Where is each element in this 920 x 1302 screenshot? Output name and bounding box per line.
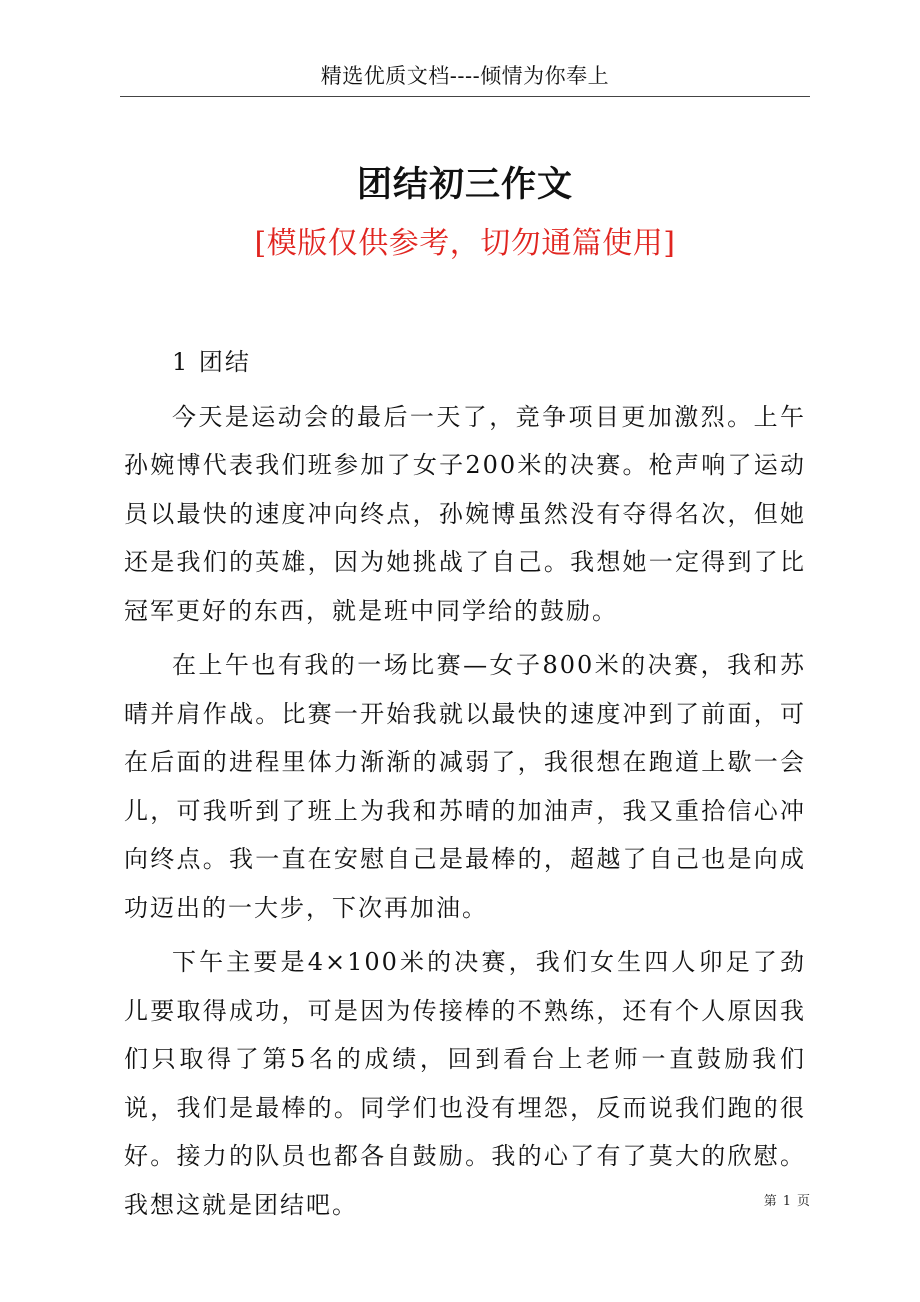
section-heading: 1 团结: [172, 348, 251, 376]
page-number: 1: [782, 1194, 791, 1209]
page-number-footer: [700, 1192, 810, 1212]
document-title: 团结初三作文: [356, 164, 573, 205]
header-divider: [120, 96, 810, 97]
page-prefix: 第: [763, 1194, 777, 1209]
body-paragraph-1: 今天是运动会的最后一天了，竞争项目更加激烈。上午孙婉博代表我们班参加了女子200米的决赛。枪声响了运动员以最快的速度冲向终点，孙婉博虽然没有夺得名次，但她还是我们的英雄，因为她挑战了自己。我想她一定得到了比冠军更好的东西，就是班中同学给的鼓励。: [124, 402, 806, 625]
body-paragraph-3: 下午主要是4×100米的决赛，我们女生四人卯足了劲儿要取得成功，可是因为传接棒的不熟练，还有个人原因我们只取得了第5名的成绩，回到看台上老师一直鼓励我们说，我们是最棒的。同学们也没有埋怨，反而说我们跑的很好。接力的队员也都各自鼓励。我的心了有了莫大的欣慰。我想这就是团结吧。: [124, 948, 806, 1219]
running-header: 精选优质文档----倾情为你奉上: [320, 64, 610, 88]
body-paragraph-2: 在上午也有我的一场比赛—女子800米的决赛，我和苏晴并肩作战。比赛一开始我就以最快的速度冲到了前面，可在后面的进程里体力渐渐的减弱了，我很想在跑道上歇一会儿，可我听到了班上为我和苏晴的加油声，我又重拾信心冲向终点。我一直在安慰自己是最棒的，超越了自己也是向成功迈出的一大步，下次再加油。: [124, 651, 806, 922]
page-suffix: 页: [796, 1194, 810, 1209]
document-body: [124, 338, 806, 1229]
template-notice: [模版仅供参考，切勿通篇使用]: [254, 226, 676, 261]
